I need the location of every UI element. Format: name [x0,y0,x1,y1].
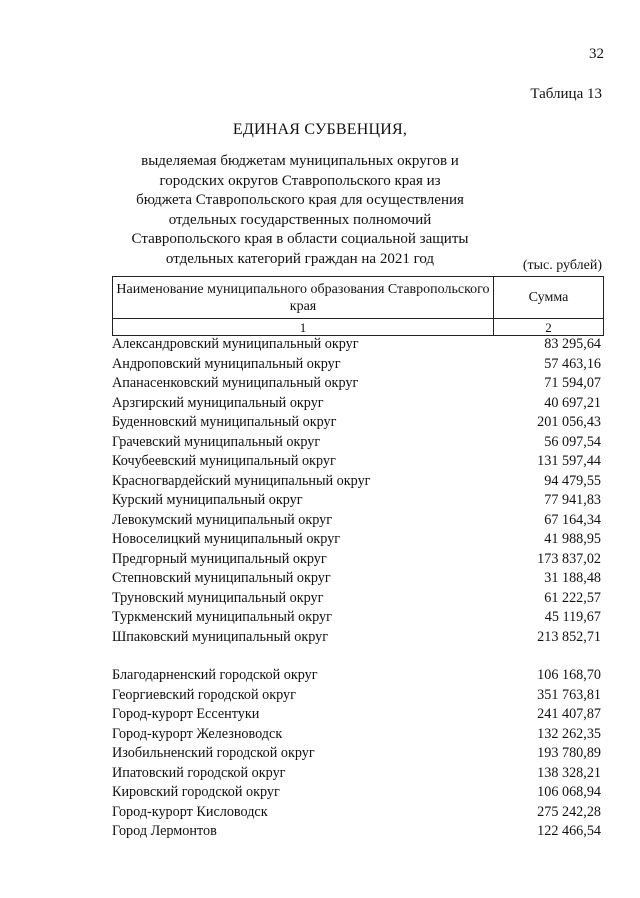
row-name: Ипатовский городской округ [112,764,286,781]
document-subtitle: выделяемая бюджетам муниципальных округов и городских округов Ставропольского края из бюджета Ставропольского края для осуществления отдельных государственных полномочий Ставропольского края в области социальной защиты отдельных категорий граждан на 2021 год [131,153,469,267]
row-name: Грачевский муниципальный округ [112,433,321,450]
row-name: Кировский городской округ [112,784,280,800]
column-number-1: 1 [113,319,494,336]
row-value: 132 262,35 [537,725,601,742]
row-value: 131 597,44 [537,453,601,469]
row-name: Георгиевский городской округ [112,686,296,703]
row-name: Туркменский муниципальный округ [112,609,332,625]
table-row [112,608,604,628]
row-name: Левокумский муниципальный округ [112,511,333,528]
table-row [112,783,604,803]
table-row [112,803,604,823]
row-value: 122 466,54 [537,823,601,839]
row-name: Город-курорт Железноводск [112,725,283,742]
page-number: 32 [589,46,604,62]
table-row [112,335,604,355]
row-value: 241 407,87 [537,706,601,722]
table-label: Таблица 13 [530,86,602,102]
row-name: Александровский муниципальный округ [112,336,359,352]
table-row [112,550,604,570]
table-row [112,686,604,706]
row-value: 138 328,21 [537,764,601,781]
table-row [112,666,604,686]
row-name: Шпаковский муниципальный округ [112,628,329,645]
row-value: 106 168,70 [537,667,601,683]
table-row [112,452,604,472]
row-name: Город-курорт Ессентуки [112,706,260,722]
row-value: 61 222,57 [544,589,601,606]
row-value: 94 479,55 [544,472,601,489]
row-name: Кочубеевский муниципальный округ [112,453,336,469]
row-name: Андроповский муниципальный округ [112,355,341,372]
row-name: Предгорный муниципальный округ [112,550,327,567]
row-name: Труновский муниципальный округ [112,589,324,606]
row-name: Буденновский муниципальный округ [112,414,337,430]
row-name: Арзгирский муниципальный округ [112,394,324,411]
header-sum-cell: Сумма [494,277,604,319]
row-value: 67 164,34 [544,511,601,528]
row-name: Новоселицкий муниципальный округ [112,531,341,547]
row-value: 41 988,95 [544,531,601,547]
table-row [112,530,604,550]
row-value: 275 242,28 [537,803,601,820]
row-value: 57 463,16 [544,355,601,372]
row-value: 193 780,89 [537,745,601,761]
row-name: Красногвардейский муниципальный округ [112,472,371,489]
row-name: Степновский муниципальный округ [112,570,331,586]
row-value: 56 097,54 [544,433,601,450]
table-row [112,394,604,414]
column-number-2: 2 [494,319,604,336]
row-name: Курский муниципальный округ [112,492,303,508]
row-name: Изобильненский городской округ [112,745,315,761]
table-row [112,413,604,433]
row-name: Город-курорт Кисловодск [112,803,268,820]
row-name: Благодарненский городской округ [112,667,318,683]
table-row [112,705,604,725]
table-row [112,764,604,784]
table-row [112,433,604,453]
table-row [112,822,604,842]
row-value: 213 852,71 [537,628,601,645]
table-row [112,511,604,531]
table-row [112,725,604,745]
table-row [112,569,604,589]
row-value: 40 697,21 [544,394,601,411]
row-value: 83 295,64 [544,336,601,352]
row-value: 77 941,83 [544,492,601,508]
table-header [112,276,604,336]
table-row [112,589,604,609]
row-value: 201 056,43 [537,414,601,430]
table-row [112,491,604,511]
table-row [112,374,604,394]
table-row [112,355,604,375]
document-title: ЕДИНАЯ СУБВЕНЦИЯ, [232,121,408,138]
row-value: 45 119,67 [544,609,601,625]
municipal-okrugs-list [112,335,604,647]
row-value: 351 763,81 [537,686,601,703]
table-row [112,472,604,492]
row-name: Апанасенковский муниципальный округ [112,375,359,391]
table-row [112,744,604,764]
table-row [112,628,604,648]
city-okrugs-list [112,666,604,842]
row-value: 31 188,48 [544,570,601,586]
row-value: 71 594,07 [544,375,601,391]
row-value: 173 837,02 [537,550,601,567]
row-value: 106 068,94 [537,784,601,800]
units-label: (тыс. рублей) [522,258,602,273]
header-name-cell: Наименование муниципального образования Ставропольского края [113,277,494,319]
row-name: Город Лермонтов [112,823,217,839]
